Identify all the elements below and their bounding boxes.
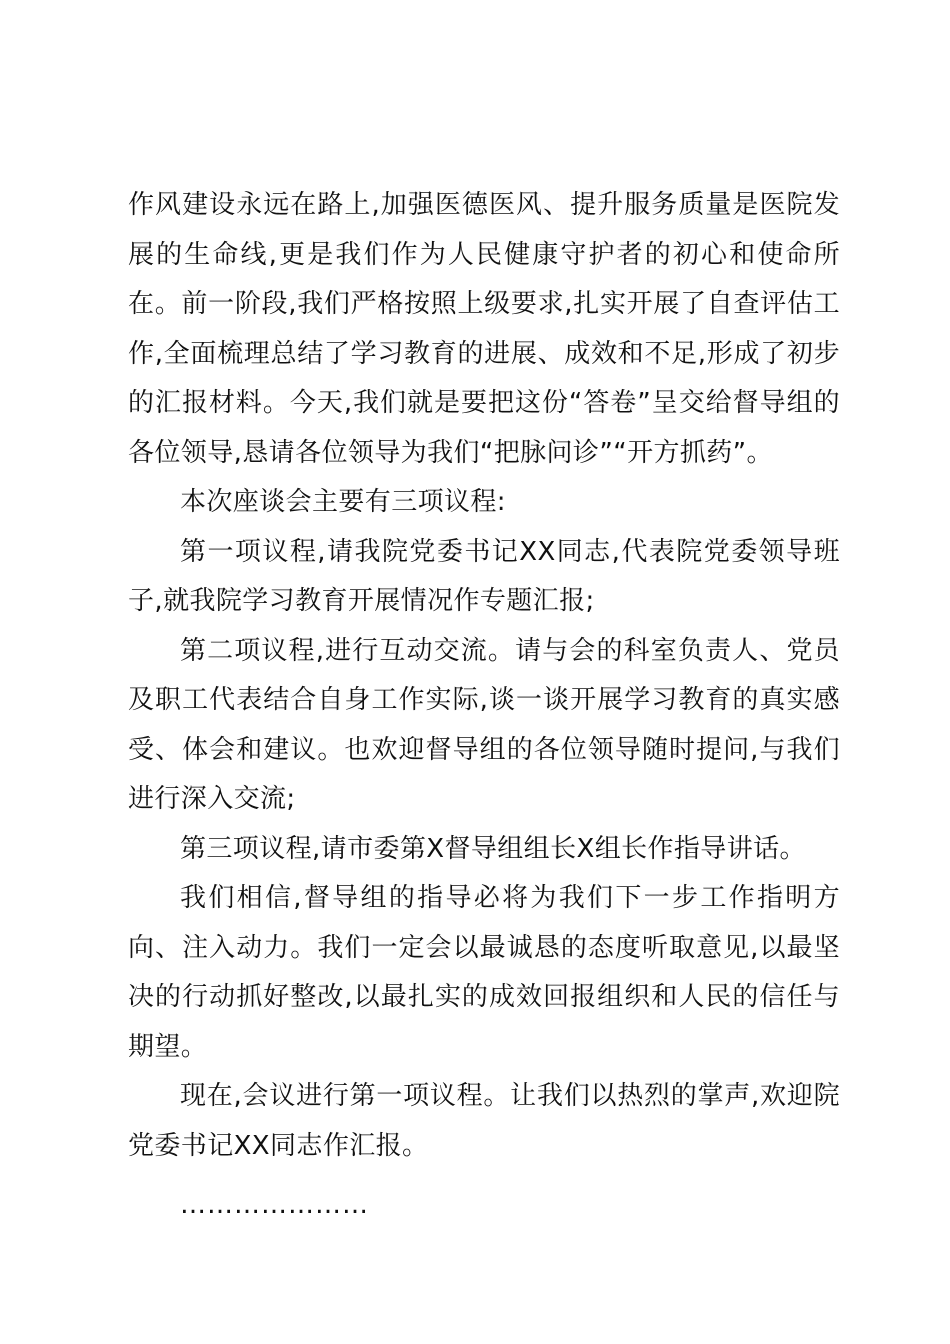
- paragraph-opening: 现在,会议进行第一项议程。让我们以热烈的掌声,欢迎院党委书记XX同志作汇报。: [128, 1081, 840, 1161]
- paragraph-intro: 作风建设永远在路上,加强医德医风、提升服务质量是医院发展的生命线,更是我们作为人民健康守护者的初心和使命所在。前一阶段,我们严格按照上级要求,扎实开展了自查评估工作,全面梳理总结了学习教育的进展、成效和不足,形成了初步的汇报材料。今天,我们就是要把这份“答卷”呈交给督导组的各位领导,恳请各位领导为我们“把脉问诊”“开方抓药”。: [128, 190, 840, 468]
- paragraph-agenda-intro: 本次座谈会主要有三项议程:: [180, 487, 506, 517]
- paragraph-agenda-item-2: 第二项议程,进行互动交流。请与会的科室负责人、党员及职工代表结合自身工作实际,谈一谈开展学习教育的真实感受、体会和建议。也欢迎督导组的各位领导随时提问,与我们进行深入交流;: [128, 635, 840, 814]
- document-body: [128, 181, 840, 1231]
- paragraph-agenda-item-3: 第三项议程,请市委第X督导组组长X组长作指导讲话。: [180, 833, 806, 864]
- paragraph-agenda-item-1: 第一项议程,请我院党委书记XX同志,代表院党委领导班子,就我院学习教育开展情况作专题汇报;: [128, 536, 840, 616]
- ellipsis-line: …………………: [180, 1190, 369, 1220]
- paragraph-commitment: 我们相信,督导组的指导必将为我们下一步工作指明方向、注入动力。我们一定会以最诚恳的态度听取意见,以最坚决的行动抓好整改,以最扎实的成效回报组织和人民的信任与期望。: [128, 883, 840, 1062]
